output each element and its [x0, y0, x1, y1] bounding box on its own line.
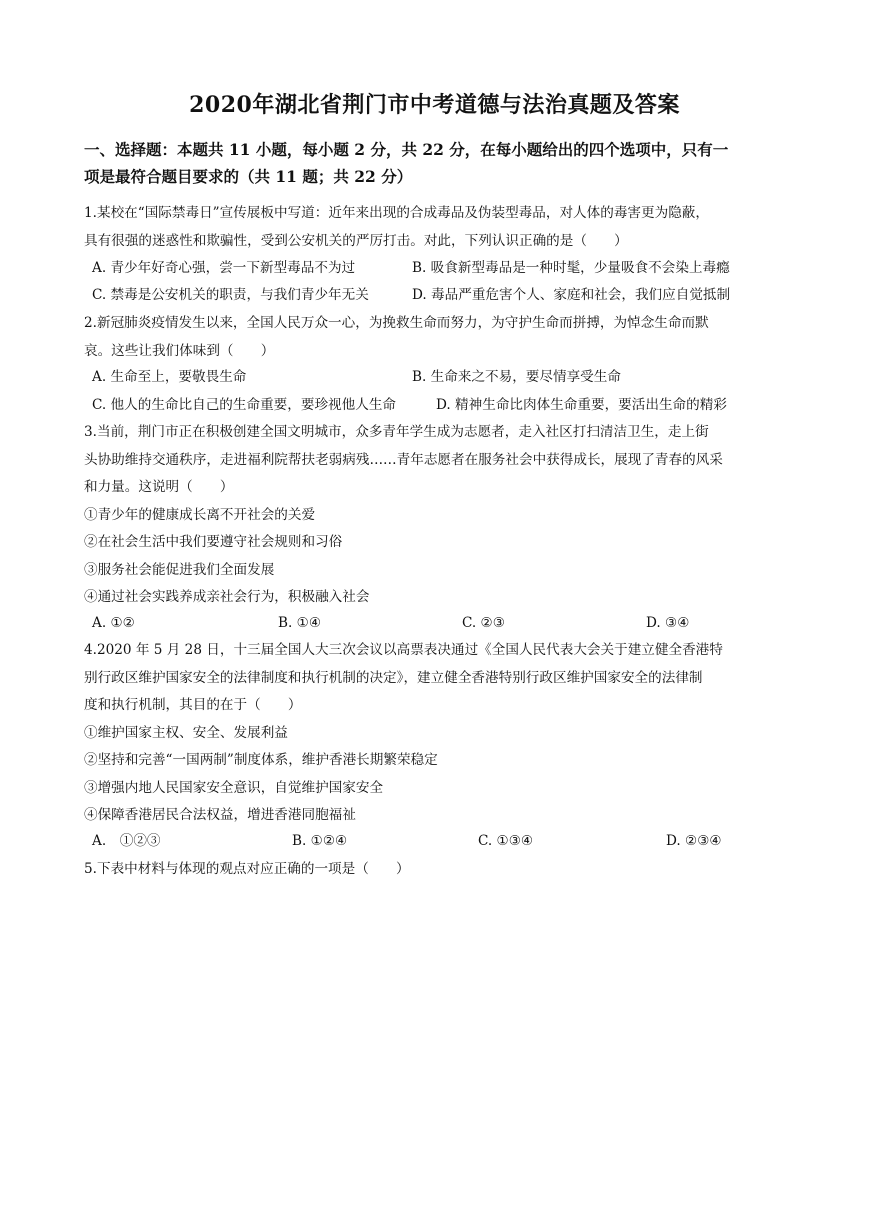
question-4 — [84, 637, 788, 830]
question-text: 哀。这些让我们体味到（ ） — [84, 342, 275, 359]
section-heading-line: 一、选择题：本题共 11 小题，每小题 2 分，共 22 分，在每小题给出的四个选项中，只有一 — [84, 140, 729, 159]
option-c: C. ①③④ — [478, 833, 534, 849]
question-text: 4.2020 年 5 月 28 日，十三届全国人大三次会议以高票表决通过《全国人民代表大会关于建立健全香港特 — [84, 642, 723, 658]
question-text: 3.当前，荆门市正在积极创建全国文明城市，众多青年学生成为志愿者，走入社区打扫清洁卫生，走上街 — [84, 424, 709, 440]
statement-2: ②在社会生活中我们要遵守社会规则和习俗 — [84, 534, 343, 550]
option-b: B. 生命来之不易，要尽情享受生命 — [412, 369, 621, 385]
section-heading-line: 项是最符合题目要求的（共 11 题；共 22 分） — [84, 167, 413, 186]
question-3 — [84, 419, 788, 612]
question-text: 具有很强的迷惑性和欺骗性，受到公安机关的严厉打击。对此，下列认识正确的是（ ） — [84, 232, 628, 249]
question-2 — [84, 310, 788, 365]
option-a: A. ①② — [92, 615, 135, 631]
option-b: B. ①②④ — [292, 833, 348, 849]
question-text: 5.下表中材料与体现的观点对应正确的一项是（ ） — [84, 861, 410, 877]
question-text: 2.新冠肺炎疫情发生以来，全国人民万众一心，为挽救生命而努力，为守护生命而拼搏，为悼念生命而默 — [84, 315, 709, 331]
page-title: 2020年湖北省荆门市中考道德与法治真题及答案 — [189, 92, 680, 118]
statement-3: ③服务社会能促进我们全面发展 — [84, 561, 275, 578]
option-d: D. 毒品严重危害个人、家庭和社会，我们应自觉抵制 — [412, 287, 731, 303]
statement-1: ①青少年的健康成长离不开社会的关爱 — [84, 506, 316, 523]
option-c: C. ②③ — [462, 615, 505, 631]
section-heading — [84, 136, 788, 190]
option-b: B. 吸食新型毒品是一种时髦，少量吸食不会染上毒瘾 — [412, 260, 730, 276]
question-text: 度和执行机制，其目的在于（ ） — [84, 697, 302, 713]
option-d: D. 精神生命比肉体生命重要，要活出生命的精彩 — [436, 397, 727, 413]
statement-2: ②坚持和完善“一国两制”制度体系，维护香港长期繁荣稳定 — [84, 752, 438, 768]
option-b: B. ①④ — [278, 615, 322, 631]
option-c: C. 禁毒是公安机关的职责，与我们青少年无关 — [92, 287, 369, 303]
question-1 — [84, 200, 788, 255]
question-text: 1.某校在“国际禁毒日”宣传展板中写道：近年来出现的合成毒品及伪装型毒品，对人体的毒害更为隐蔽， — [84, 205, 709, 221]
option-c: C. 他人的生命比自己的生命重要，要珍视他人生命 — [92, 397, 397, 413]
question-text: 头协助维持交通秩序，走进福利院帮扶老弱病残……青年志愿者在服务社会中获得成长，展现了青春的风采 — [84, 451, 723, 468]
statement-1: ①维护国家主权、安全、发展利益 — [84, 724, 288, 741]
option-a: A. 生命至上，要敬畏生命 — [92, 369, 247, 385]
option-d: D. ③④ — [646, 615, 690, 631]
statement-3: ③增强内地人民国家安全意识，自觉维护国家安全 — [84, 779, 384, 796]
option-a: A. ①②③ — [92, 833, 161, 849]
option-a: A. 青少年好奇心强，尝一下新型毒品不为过 — [92, 260, 356, 276]
statement-4: ④保障香港居民合法权益，增进香港同胞福祉 — [84, 807, 356, 823]
question-text: 和力量。这说明（ ） — [84, 479, 234, 495]
statement-4: ④通过社会实践养成亲社会行为，积极融入社会 — [84, 589, 370, 605]
question-5 — [84, 856, 788, 884]
option-d: D. ②③④ — [666, 833, 722, 849]
question-text: 别行政区维护国家安全的法律制度和执行机制的决定》，建立健全香港特别行政区维护国家安全的法律制 — [84, 669, 703, 686]
